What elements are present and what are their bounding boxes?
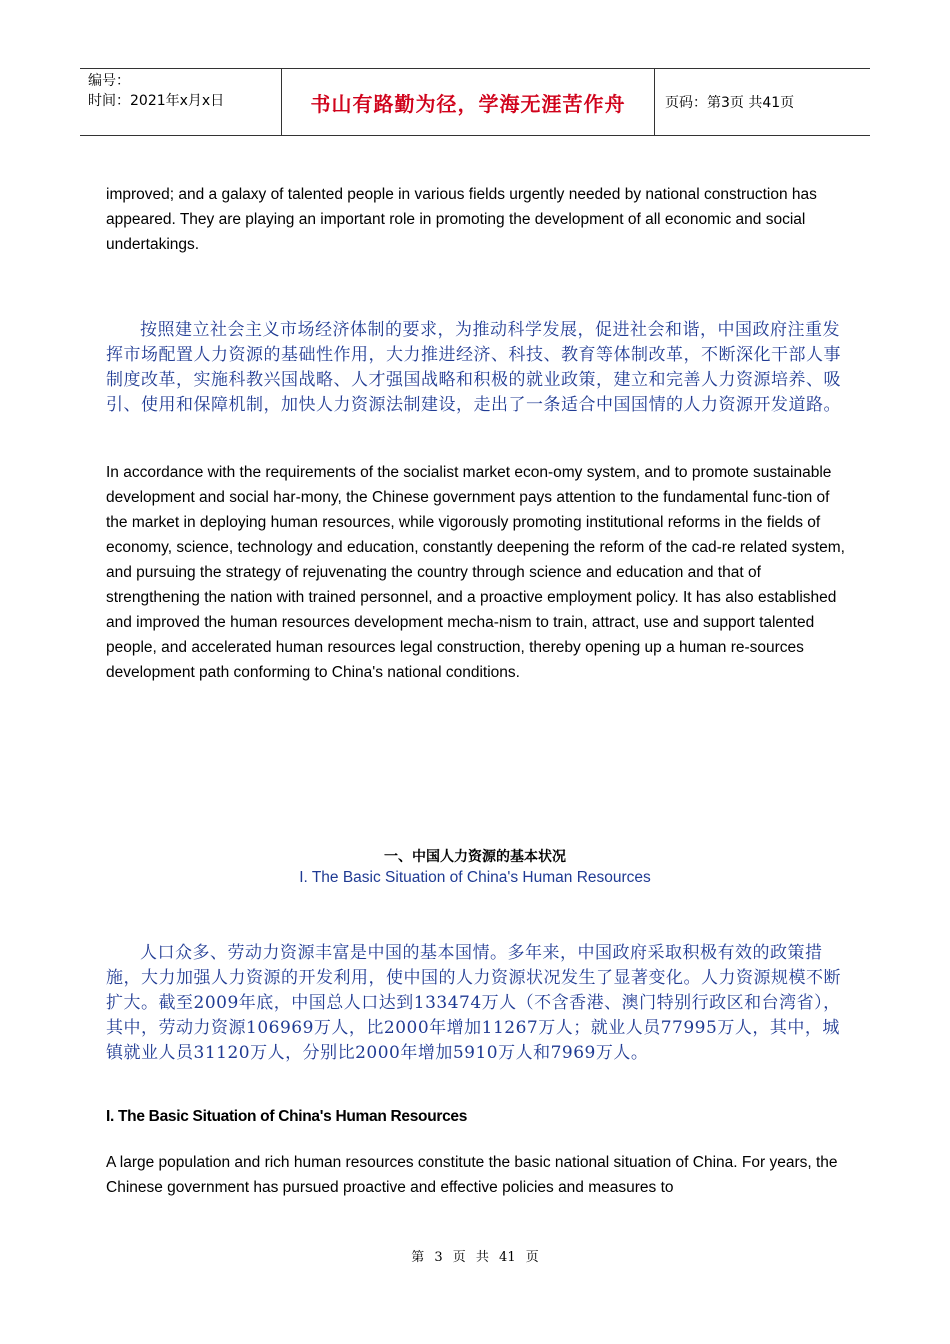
paragraph-3-en-block bbox=[106, 1150, 846, 1200]
paragraph-3-zh-block bbox=[106, 941, 846, 1066]
paragraph-2-en-block bbox=[106, 460, 846, 685]
page-footer: 第 3 页 共 41 页 bbox=[411, 1250, 539, 1265]
paragraph-1-en: improved; and a galaxy of talented people in various fields urgently needed by national construction has appeared. They are playing an important role in promoting the development of all economic and social undertakings. bbox=[106, 186, 817, 253]
paragraph-3-zh: 人口众多、劳动力资源丰富是中国的基本国情。多年来，中国政府采取积极有效的政策措施，大力加强人力资源的开发利用，使中国的人力资源状况发生了显著变化。人力资源规模不断扩大。截至2009年底，中国总人口达到133474万人（不含香港、澳门特别行政区和台湾省），其中，劳动力资源106969万人，比2000年增加11267万人；就业人员77995万人，其中，城镇就业人员31120万人，分别比2000年增加5910万人和7969万人。 bbox=[106, 943, 841, 1063]
paragraph-3-en: A large population and rich human resources constitute the basic national situation of China. For years, the Chinese government has pursued proactive and effective policies and measures to bbox=[106, 1154, 838, 1196]
paragraph-1-en-block bbox=[106, 182, 846, 257]
section-heading-zh: 一、中国人力资源的基本状况 bbox=[384, 849, 566, 865]
paragraph-2-zh: 按照建立社会主义市场经济体制的要求，为推动科学发展，促进社会和谐，中国政府注重发挥市场配置人力资源的基础性作用，大力推进经济、科技、教育等体制改革，不断深化干部人事制度改革，实施科教兴国战略、人才强国战略和积极的就业政策，建立和完善人力资源培养、吸引、使用和保障机制，加快人力资源法制建设，走出了一条适合中国国情的人力资源开发道路。 bbox=[106, 320, 841, 415]
paragraph-2-zh-block bbox=[106, 318, 846, 418]
paragraph-2-en: In accordance with the requirements of the socialist market econ-omy system, and to promote sustainable development and social har-mony, the Chinese government pays attention to the fundamental func-tion of the market in deploying human resources, while vigorously promoting institutional reforms in the fields of economy, science, technology and education, constantly deepening the reform of the cad-re related system, and pursuing the strategy of rejuvenating the country through science and education and that of strengthening the nation with trained personnel, and a proactive employment policy. It has also established and improved the human resources development mecha-nism to train, attract, use and support talented people, and accelerated human resources legal construction, thereby opening up a human re-sources development path conforming to China's national conditions. bbox=[106, 464, 845, 681]
subheading-en: I. The Basic Situation of China's Human Resources bbox=[106, 1108, 468, 1125]
number-label: 编号： bbox=[88, 73, 130, 89]
page-info: 页码：第3页 共41页 bbox=[665, 95, 795, 111]
section-heading-en: I. The Basic Situation of China's Human Resources bbox=[299, 869, 651, 886]
header-motto-cell bbox=[282, 69, 655, 135]
header-table bbox=[80, 68, 870, 136]
subheading-block bbox=[106, 1108, 846, 1126]
time-label: 时间：2021年x月x日 bbox=[88, 93, 225, 109]
header-page-cell bbox=[655, 69, 870, 135]
motto: 书山有路勤为径，学海无涯苦作舟 bbox=[310, 91, 626, 116]
header-meta-cell bbox=[80, 69, 282, 135]
